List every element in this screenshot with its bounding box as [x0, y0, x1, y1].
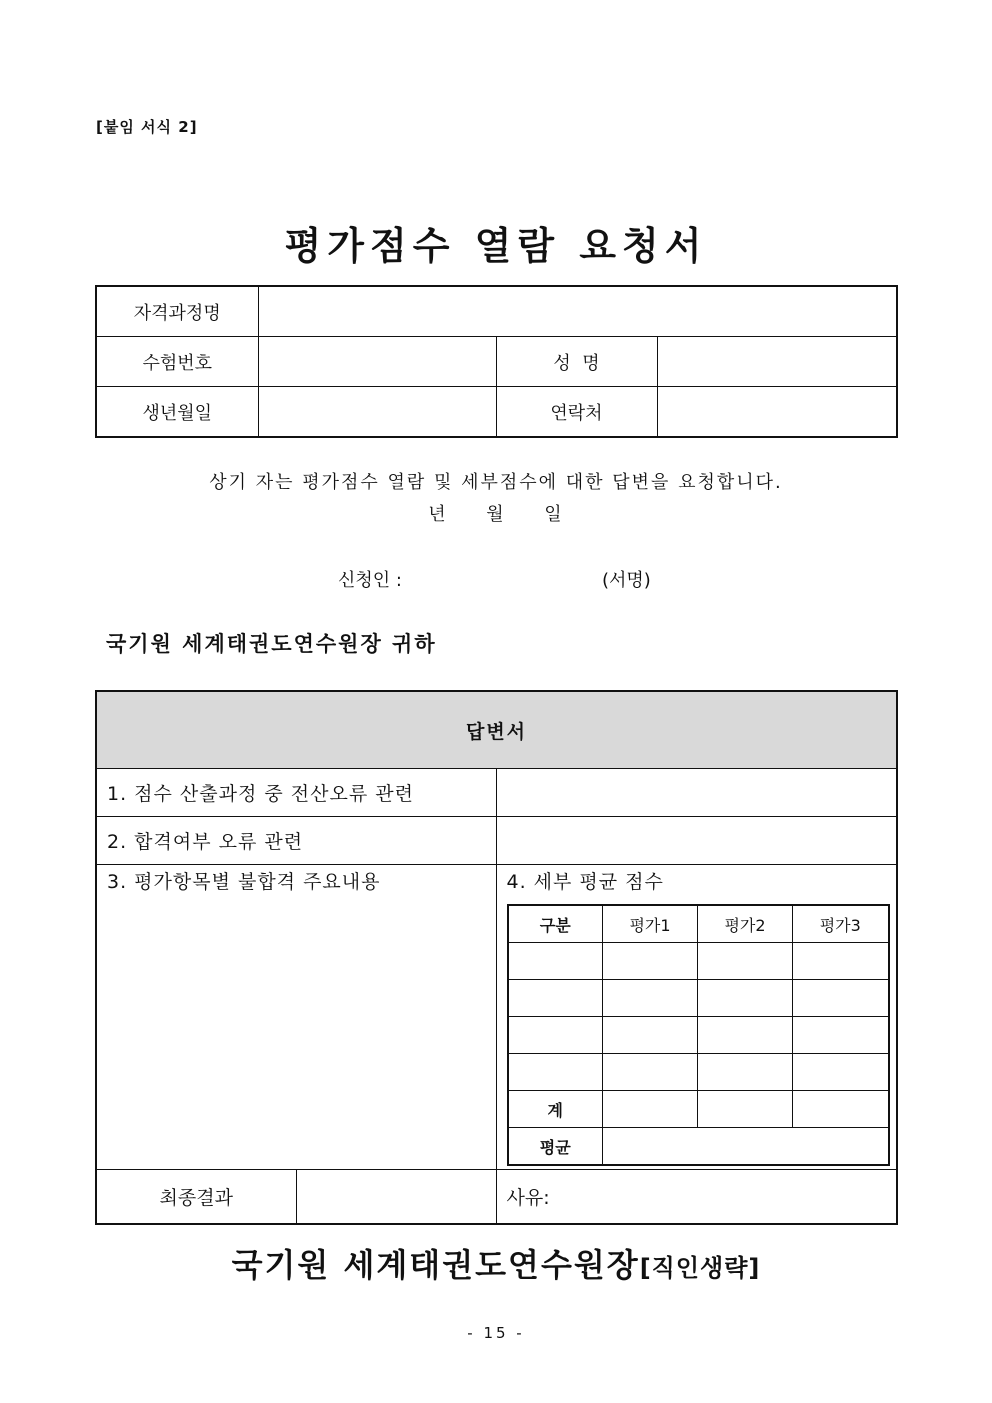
score-cell[interactable] [793, 980, 889, 1017]
issuer-name: 국기원 세계태권도연수원장 [231, 1246, 640, 1284]
course-name-field[interactable] [258, 286, 897, 337]
fail-details-cell[interactable] [96, 865, 496, 1170]
score-row [508, 980, 889, 1017]
score-table [507, 904, 890, 1166]
contact-field[interactable] [657, 387, 897, 438]
score-cell[interactable] [603, 943, 698, 980]
reason-label: 사유: [496, 1170, 897, 1225]
applicant-info-table [95, 285, 898, 438]
contact-label: 연락처 [496, 387, 657, 438]
exam-number-row [96, 337, 897, 387]
score-cell[interactable] [698, 1054, 793, 1091]
name-label: 성 명 [496, 337, 657, 387]
score-header-eval2: 평가2 [698, 905, 793, 943]
seal-omitted-note: [직인생략] [639, 1254, 761, 1282]
score-cell[interactable] [698, 1017, 793, 1054]
score-header-category: 구분 [508, 905, 603, 943]
issuer [0, 1240, 992, 1286]
course-name-label: 자격과정명 [96, 286, 258, 337]
score-average-field[interactable] [603, 1128, 889, 1166]
exam-number-label: 수험번호 [96, 337, 258, 387]
score-cell[interactable] [793, 1091, 889, 1128]
score-table-header [508, 905, 889, 943]
answer-sheet-table [95, 690, 898, 1225]
score-row [508, 1054, 889, 1091]
average-score-label: 4. 세부 평균 점수 [506, 871, 664, 893]
date-line: 년 월 일 [428, 504, 564, 525]
score-cell[interactable] [508, 980, 603, 1017]
page-title: 평가점수 열람 요청서 [284, 224, 708, 268]
score-total-label: 계 [508, 1091, 603, 1128]
score-cell[interactable] [603, 980, 698, 1017]
score-cell[interactable] [698, 1091, 793, 1128]
score-cell[interactable] [603, 1054, 698, 1091]
score-cell[interactable] [698, 980, 793, 1017]
fail-details-label: 3. 평가항목별 불합격 주요내용 [107, 871, 381, 893]
addressee: 국기원 세계태권도연수원장 귀하 [106, 632, 437, 656]
score-cell[interactable] [603, 1091, 698, 1128]
score-cell[interactable] [508, 1054, 603, 1091]
name-field[interactable] [657, 337, 897, 387]
score-total-row [508, 1091, 889, 1128]
exam-number-field[interactable] [258, 337, 496, 387]
attachment-label: [붙임 서식 2] [96, 118, 198, 136]
course-name-row [96, 286, 897, 337]
applicant-signature-label: 신청인 : [338, 570, 402, 591]
score-cell[interactable] [793, 1017, 889, 1054]
score-header-eval3: 평가3 [793, 905, 889, 943]
score-average-label: 평균 [508, 1128, 603, 1166]
item-pass-error-answer[interactable] [496, 817, 897, 865]
score-cell[interactable] [603, 1017, 698, 1054]
final-result-field[interactable] [296, 1170, 496, 1225]
score-row [508, 1017, 889, 1054]
request-statement: 상기 자는 평가점수 열람 및 세부점수에 대한 답변을 요청합니다. [209, 472, 783, 493]
score-cell[interactable] [508, 1017, 603, 1054]
item-calculation-error: 1. 점수 산출과정 중 전산오류 관련 [96, 769, 496, 817]
score-cell[interactable] [508, 943, 603, 980]
final-result-label: 최종결과 [96, 1170, 296, 1225]
birth-date-label: 생년월일 [96, 387, 258, 438]
score-average-row [508, 1128, 889, 1166]
birth-date-row [96, 387, 897, 438]
score-cell[interactable] [793, 943, 889, 980]
score-cell[interactable] [698, 943, 793, 980]
score-row [508, 943, 889, 980]
answer-sheet-title: 답변서 [96, 691, 897, 769]
item-pass-error: 2. 합격여부 오류 관련 [96, 817, 496, 865]
score-header-eval1: 평가1 [603, 905, 698, 943]
score-cell[interactable] [793, 1054, 889, 1091]
page-number: - 15 - [467, 1324, 525, 1342]
birth-date-field[interactable] [258, 387, 496, 438]
signature-mark: (서명) [602, 570, 651, 591]
average-score-cell [496, 865, 897, 1170]
item-calculation-error-answer[interactable] [496, 769, 897, 817]
